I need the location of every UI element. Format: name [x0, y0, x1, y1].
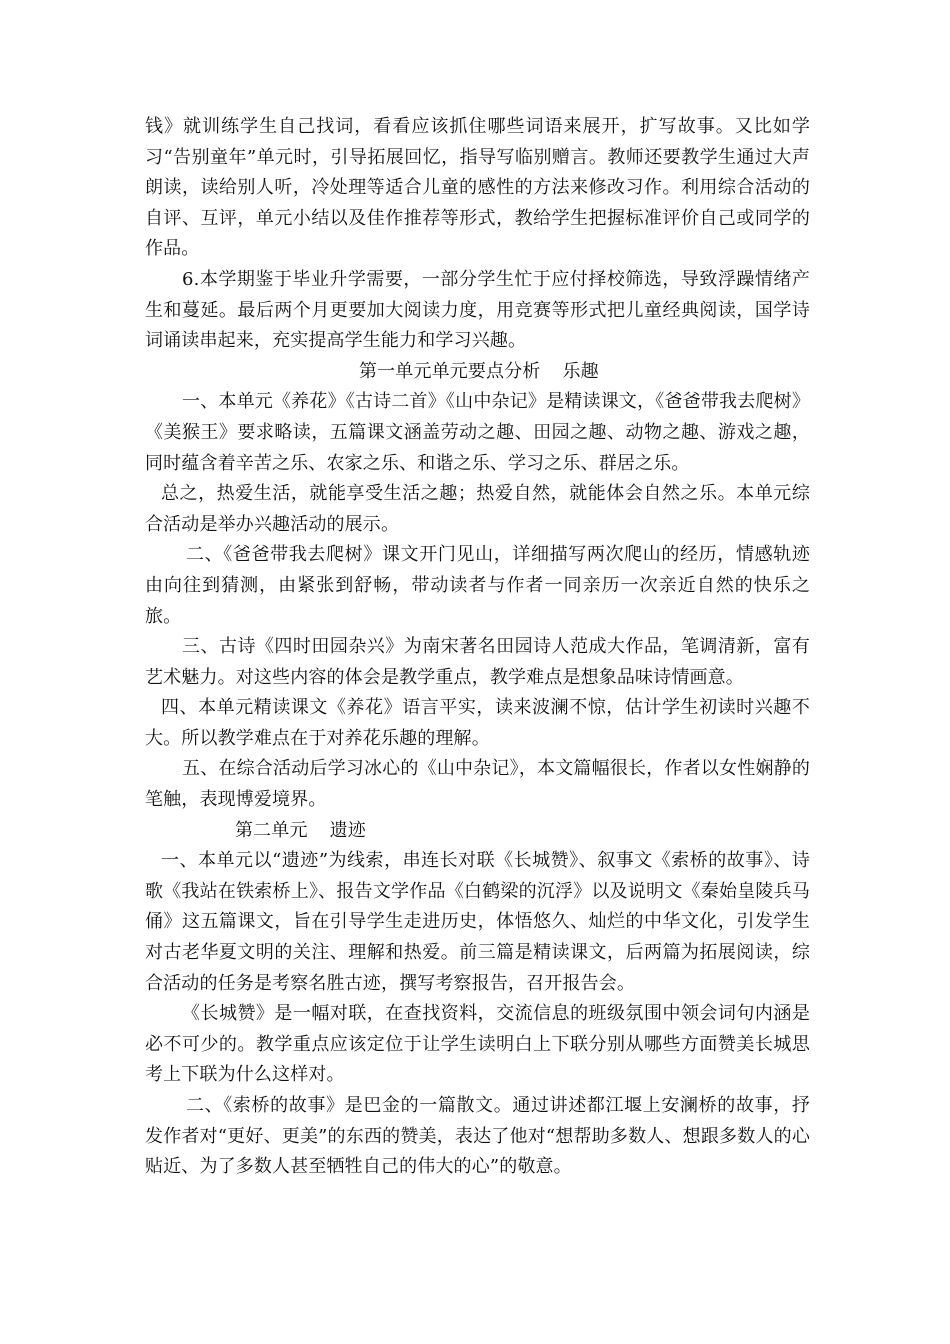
unit2-paragraph-3: 二、《索桥的故事》是巴金的一篇散文。通过讲述都江堰上安澜桥的故事，抒发作者对“更好、更美”的东西的赞美，表达了他对“想帮助多数人、想跟多数人的心贴近、为了多数人甚至牺牲自己的伟大的心”的敬意。	[145, 1095, 810, 1178]
unit1-heading-theme: 乐趣	[562, 360, 599, 382]
unit1-paragraph-6: 五、在综合活动后学习冰心的《山中杂记》，本文篇幅很长，作者以女性娴静的笔触，表现博爱境界。	[145, 758, 810, 811]
unit1-paragraph-2: 总之，热爱生活，就能享受生活之趣；热爱自然，就能体会自然之乐。本单元综合活动是举办兴趣活动的展示。	[145, 483, 810, 535]
unit1-heading-title: 第一单元单元要点分析	[359, 360, 541, 382]
paragraph-intro: 钱》就训练学生自己找词，看看应该抓住哪些词语来展开，扩写故事。又比如学习“告别童年”单元时，引导拓展回忆，指导写临别赠言。教师还要教学生通过大声朗读，读给别人听，冷处理等适合儿童的感性的方法来修改习作。利用综合活动的自评、互评，单元小结以及佳作推荐等形式，教给学生把握标准评价自己或同学的作品。	[145, 116, 810, 260]
paragraph-6: 6.本学期鉴于毕业升学需要，一部分学生忙于应付择校筛选，导致浮躁情绪产生和蔓延。最后两个月更要加大阅读力度，用竞赛等形式把儿童经典阅读，国学诗词诵读串起来，充实提高学生能力和学习兴趣。	[145, 268, 810, 352]
unit2-heading	[145, 816, 810, 847]
unit1-heading	[145, 357, 810, 388]
unit1-paragraph-1: 一、本单元《养花》《古诗二首》《山中杂记》是精读课文，《爸爸带我去爬树》《美猴王》要求略读，五篇课文涵盖劳动之趣、田园之趣、动物之趣、游戏之趣，同时蕴含着辛苦之乐、农家之乐、和谐之乐、学习之乐、群居之乐。	[145, 391, 810, 474]
document-body	[145, 112, 810, 1183]
unit2-paragraph-1: 一、本单元以“遗迹”为线索，串连长对联《长城赞》、叙事文《索桥的故事》、诗歌《我站在铁索桥上》、报告文学作品《白鹤梁的沉浮》以及说明文《秦始皇陵兵马俑》这五篇课文，旨在引导学生走进历史，体悟悠久、灿烂的中华文化，引发学生对古老华夏文明的关注、理解和热爱。前三篇是精读课文，后两篇为拓展阅读，综合活动的任务是考察名胜古迹，撰写考察报告，召开报告会。	[145, 850, 810, 994]
unit2-heading-theme: 遗迹	[329, 819, 366, 841]
unit1-paragraph-3: 二、《爸爸带我去爬树》课文开门见山，详细描写两次爬山的经历，情感轨迹由向往到猜测，由紧张到舒畅，带动读者与作者一同亲历一次亲近自然的快乐之旅。	[145, 544, 810, 627]
unit1-paragraph-5: 四、本单元精读课文《养花》语言平实，读来波澜不惊，估计学生初读时兴趣不大。所以教学难点在于对养花乐趣的理解。	[145, 697, 810, 749]
unit2-heading-title: 第二单元	[235, 819, 308, 841]
unit2-paragraph-2: 《长城赞》是一幅对联，在查找资料，交流信息的班级氛围中领会词句内涵是必不可少的。教学重点应该定位于让学生读明白上下联分别从哪些方面赞美长城思考上下联为什么这样对。	[145, 1003, 810, 1086]
unit1-paragraph-4: 三、古诗《四时田园杂兴》为南宋著名田园诗人范成大作品，笔调清新，富有艺术魅力。对这些内容的体会是教学重点，教学难点是想象品味诗情画意。	[145, 636, 810, 688]
